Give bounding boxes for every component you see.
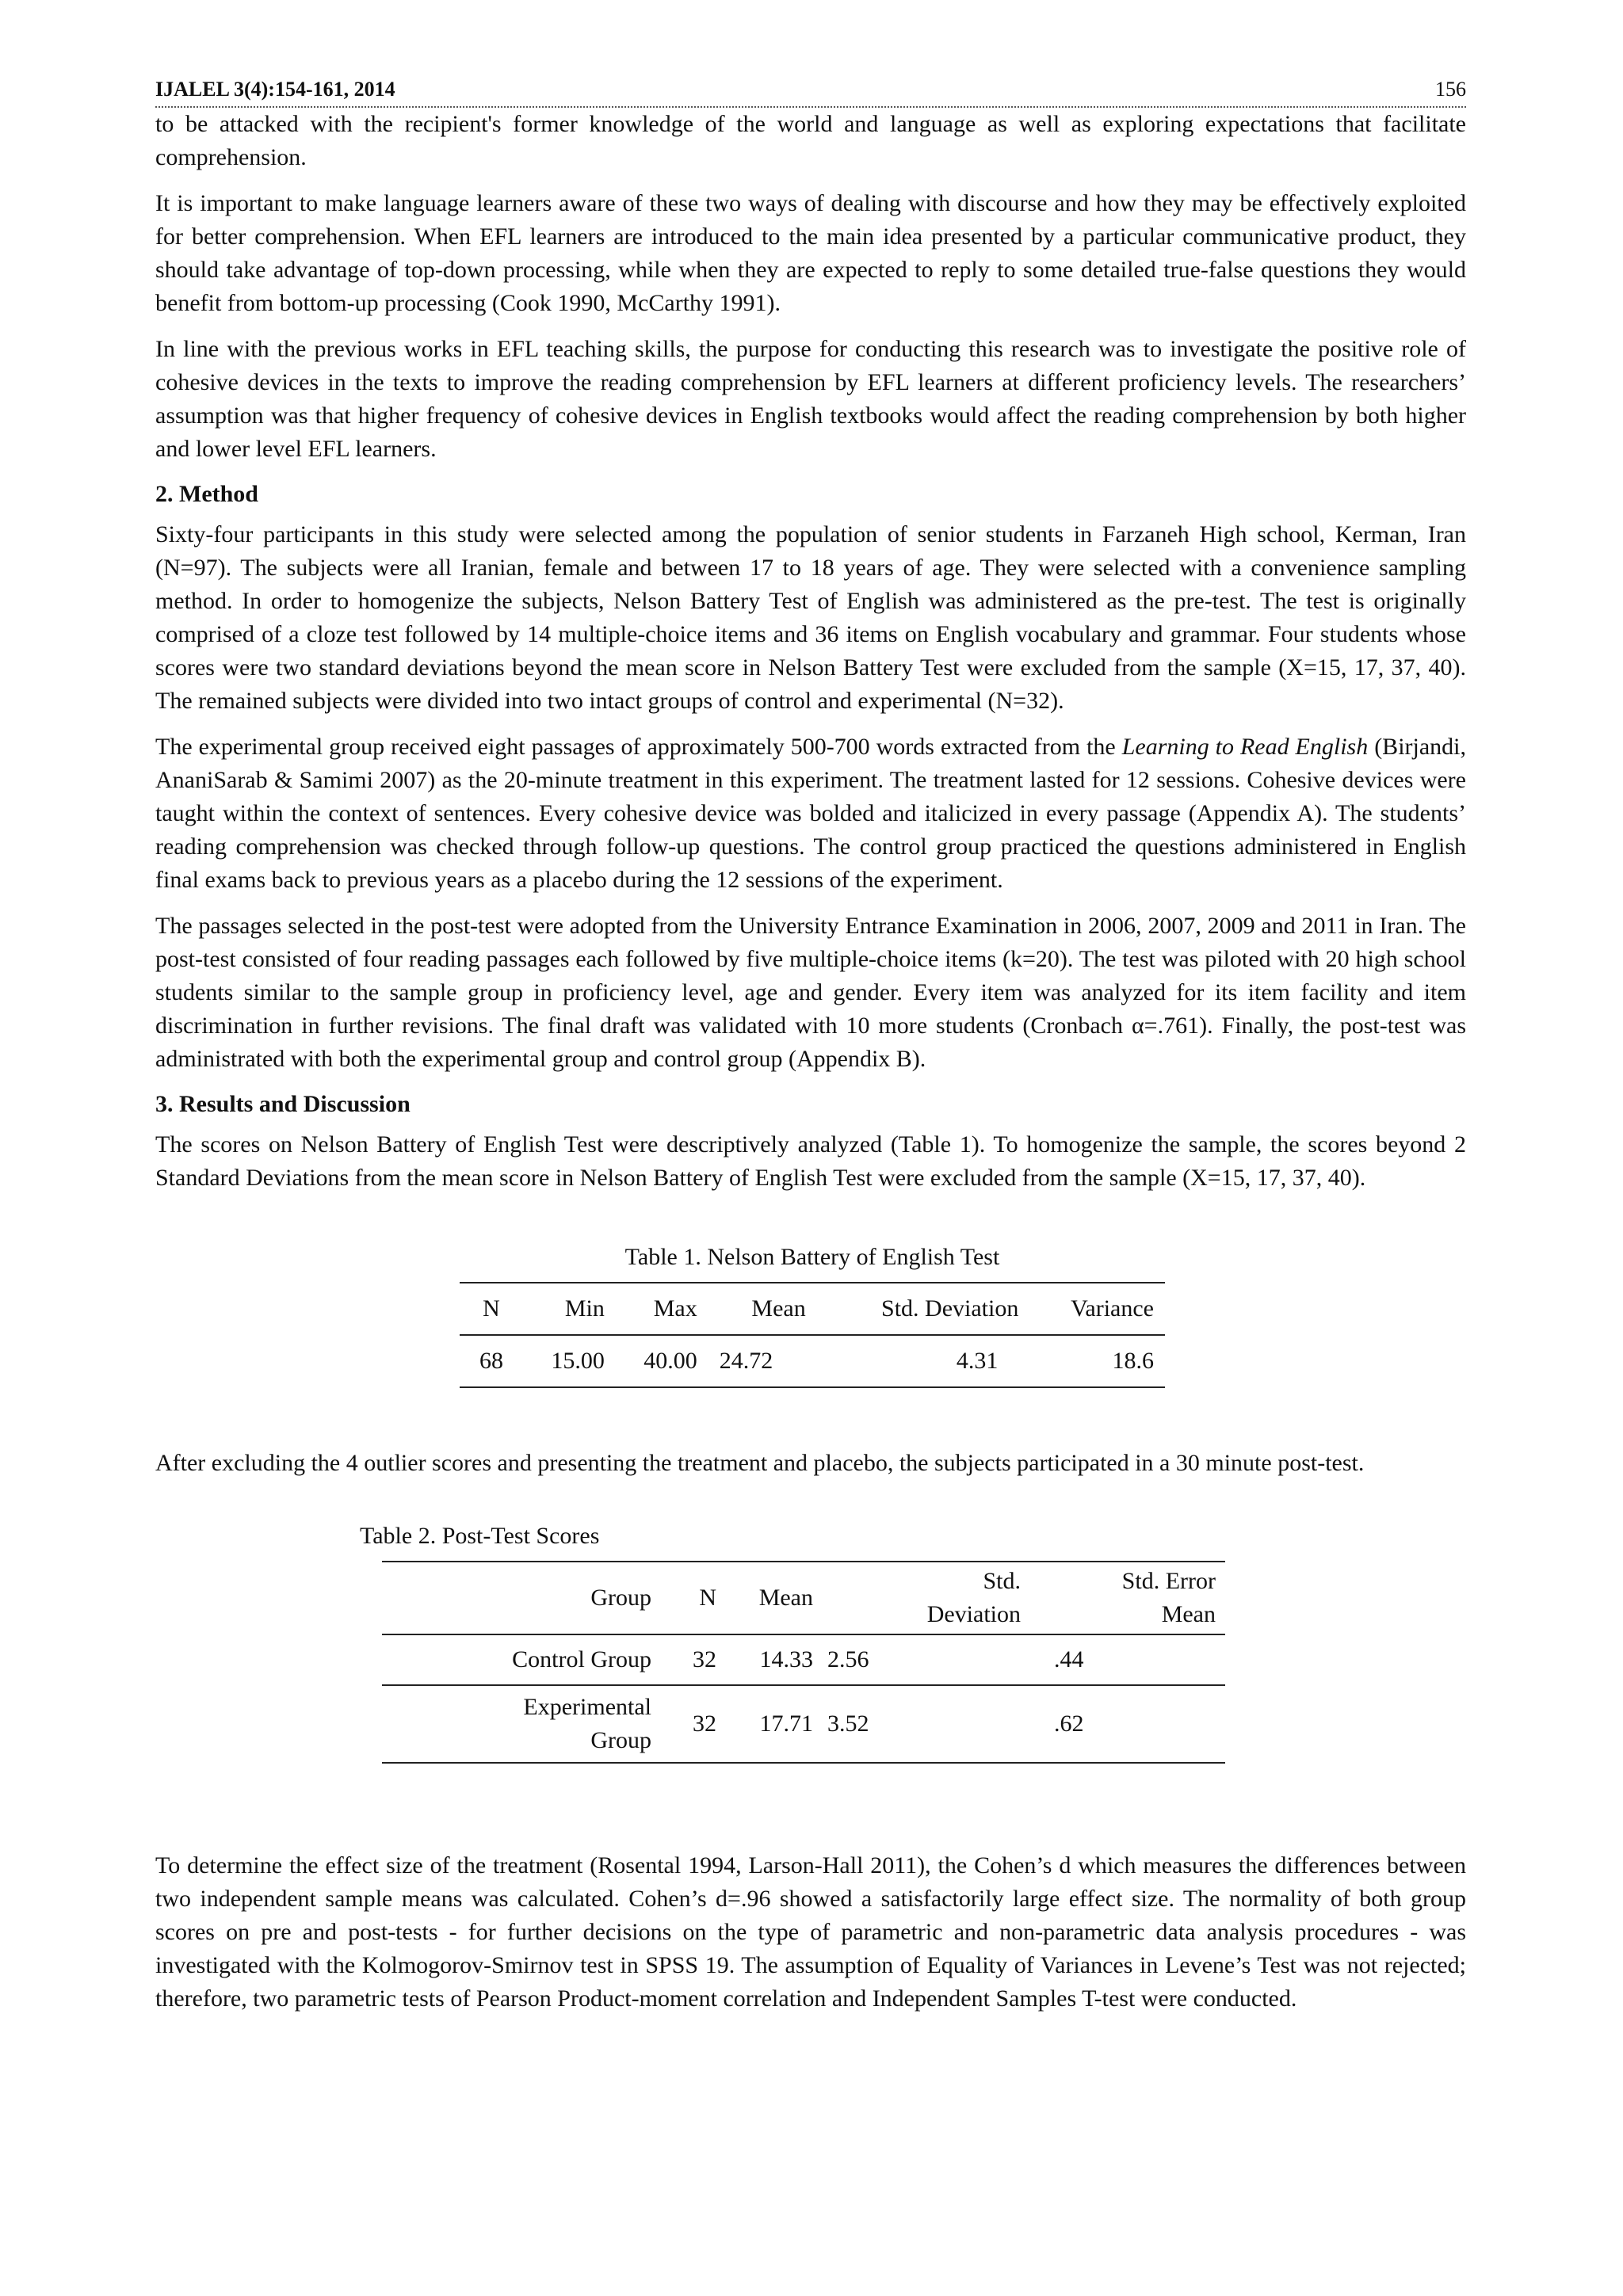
table-2-header-row <box>382 1562 1225 1634</box>
table-cell <box>382 1634 661 1685</box>
table-2-caption: Table 2. Post-Test Scores <box>360 1523 600 1549</box>
paragraph-5-end: (Birjandi, AnaniSarab & Samimi 2007) as the 20-minute treatment in this experiment. The treatment lasted for 12 sessions. Cohesive devices were taught within the context of sentences. Every cohesive device was bolded and italicized in every passage (Appendix A). The students’ reading comprehension was checked through follow-up questions. The control group practiced the questions administered in English final exams back to previous years as a placebo during the 12 sessions of the experiment. <box>155 734 1467 893</box>
table-header-cell: N <box>699 1585 716 1611</box>
page-number: 156 <box>1435 78 1466 101</box>
table-cell: 40.00 <box>643 1348 697 1374</box>
table-1-container <box>460 1241 1165 1388</box>
group-label-line: Group <box>590 1727 651 1753</box>
table-1-header-row <box>460 1283 1165 1335</box>
header-line: Std. Error <box>1121 1568 1216 1594</box>
table-header-cell: Mean <box>751 1295 806 1322</box>
table-cell <box>382 1685 661 1763</box>
paragraph-2: It is important to make language learners aware of these two ways of dealing with discourse and how they may be effectively exploited for better comprehension. When EFL learners are introduced to the main idea presented by a particular communicative product, they should take advantage of top-down processing, while when they are expected to reply to some detailed true-false questions they would benefit from bottom-up processing (Cook 1990, McCarthy 1991). <box>155 190 1466 316</box>
table-cell: 14.33 <box>759 1646 813 1672</box>
table-cell: 18.6 <box>1112 1348 1154 1374</box>
table-cell: 3.52 <box>827 1711 869 1737</box>
table-header-cell: Variance <box>1071 1295 1154 1322</box>
table-header-cell: Group <box>590 1585 651 1611</box>
running-header <box>155 76 1466 108</box>
header-line: Deviation <box>926 1601 1021 1627</box>
table-2 <box>382 1561 1225 1764</box>
paragraph-7: The scores on Nelson Battery of English Test were descriptively analyzed (Table 1). To homogenize the sample, the scores beyond 2 Standard Deviations from the mean score in Nelson Battery of English Test were excluded from the sample (X=15, 17, 37, 40). <box>155 1131 1466 1191</box>
table-header-cell: Mean <box>758 1585 813 1611</box>
table-header-cell: Std. Deviation <box>881 1295 1019 1322</box>
table-cell: 15.00 <box>551 1348 605 1374</box>
table-header-cell <box>1030 1562 1225 1634</box>
section-heading-results: 3. Results and Discussion <box>155 1091 411 1117</box>
table-header-cell: Max <box>653 1295 697 1322</box>
table-cell: .62 <box>1054 1711 1084 1737</box>
paragraph-4: Sixty-four participants in this study were selected among the population of senior students in Farzaneh High school, Kerman, Iran (N=97). The subjects were all Iranian, female and between 17 to 18 years of age. They were selected with a convenience sampling method. In order to homogenize the subjects, Nelson Battery Test of English was administered as the pre-test. The test is originally comprised of a cloze test followed by 14 multiple-choice items and 36 items on English vocabulary and grammar. Four students whose scores were two standard deviations beyond the mean score in Nelson Battery Test were excluded from the sample (X=15, 17, 37, 40). The remained subjects were divided into two intact groups of control and experimental (N=32). <box>155 521 1466 714</box>
table-cell: 17.71 <box>759 1711 813 1737</box>
header-line: Std. <box>983 1568 1021 1594</box>
paragraph-5-start: The experimental group received eight passages of approximately 500-700 words extracted from the <box>155 734 1122 760</box>
table-row <box>382 1634 1225 1685</box>
section-heading-method: 2. Method <box>155 481 258 507</box>
table-cell: 68 <box>479 1348 503 1374</box>
group-label-line: Experimental <box>523 1694 651 1720</box>
table-2-container <box>360 1520 1225 1764</box>
paragraph-9: To determine the effect size of the treatment (Rosental 1994, Larson-Hall 2011), the Cohen’s d which measures the differences between two independent sample means was calculated. Cohen’s d=.96 showed a satisfactorily large effect size. The normality of both group scores on pre and post-tests - for further decisions on the type of parametric and non-parametric data analysis procedures - was investigated with the Kolmogorov-Smirnov test in SPSS 19. The assumption of Equality of Variances in Levene’s Test was not rejected; therefore, two parametric tests of Pearson Product-moment correlation and Independent Samples T-test were conducted. <box>155 1852 1466 2012</box>
table-cell: 32 <box>693 1646 716 1672</box>
journal-citation: IJALEL 3(4):154-161, 2014 <box>155 78 395 101</box>
table-cell: 4.31 <box>956 1348 999 1374</box>
page-content <box>155 76 1466 2016</box>
table-2-block <box>155 1520 1466 1805</box>
table-1-block <box>155 1241 1466 1415</box>
table-1 <box>460 1282 1165 1388</box>
table-header-cell <box>823 1562 1030 1634</box>
paragraph-3: In line with the previous works in EFL teaching skills, the purpose for conducting this research was to investigate the positive role of cohesive devices in the texts to improve the reading comprehension by EFL learners at different proficiency levels. The researchers’ assumption was that higher frequency of cohesive devices in English textbooks would affect the reading comprehension by both higher and lower level EFL learners. <box>155 336 1466 462</box>
table-cell: 2.56 <box>827 1646 869 1672</box>
table-cell: 32 <box>693 1711 716 1737</box>
table-1-caption: Table 1. Nelson Battery of English Test <box>624 1244 1000 1270</box>
header-line: Mean <box>1161 1601 1216 1627</box>
table-cell: .44 <box>1054 1646 1084 1672</box>
book-title: Learning to Read English <box>1121 734 1369 760</box>
paragraph-8: After excluding the 4 outlier scores and presenting the treatment and placebo, the subjects participated in a 30 minute post-test. <box>155 1450 1365 1476</box>
table-header-cell: N <box>483 1295 500 1322</box>
group-label-line: Control Group <box>512 1646 651 1672</box>
table-row <box>382 1685 1225 1763</box>
table-header-cell: Min <box>564 1295 605 1322</box>
paragraph-6: The passages selected in the post-test were adopted from the University Entrance Examination in 2006, 2007, 2009 and 2011 in Iran. The post-test consisted of four reading passages each followed by five multiple-choice items (k=20). The test was piloted with 20 high school students similar to the sample group in proficiency level, age and gender. Every item was analyzed for its item facility and item discrimination in further revisions. The final draft was validated with 10 more students (Cronbach α=.761). Finally, the post-test was administrated with both the experimental group and control group (Appendix B). <box>155 913 1466 1072</box>
paragraph-5 <box>155 730 1466 897</box>
table-row <box>460 1335 1165 1387</box>
paragraph-1: to be attacked with the recipient's former knowledge of the world and language as well as exploring expectations that facilitate comprehension. <box>155 111 1466 170</box>
table-cell: 24.72 <box>719 1348 773 1374</box>
